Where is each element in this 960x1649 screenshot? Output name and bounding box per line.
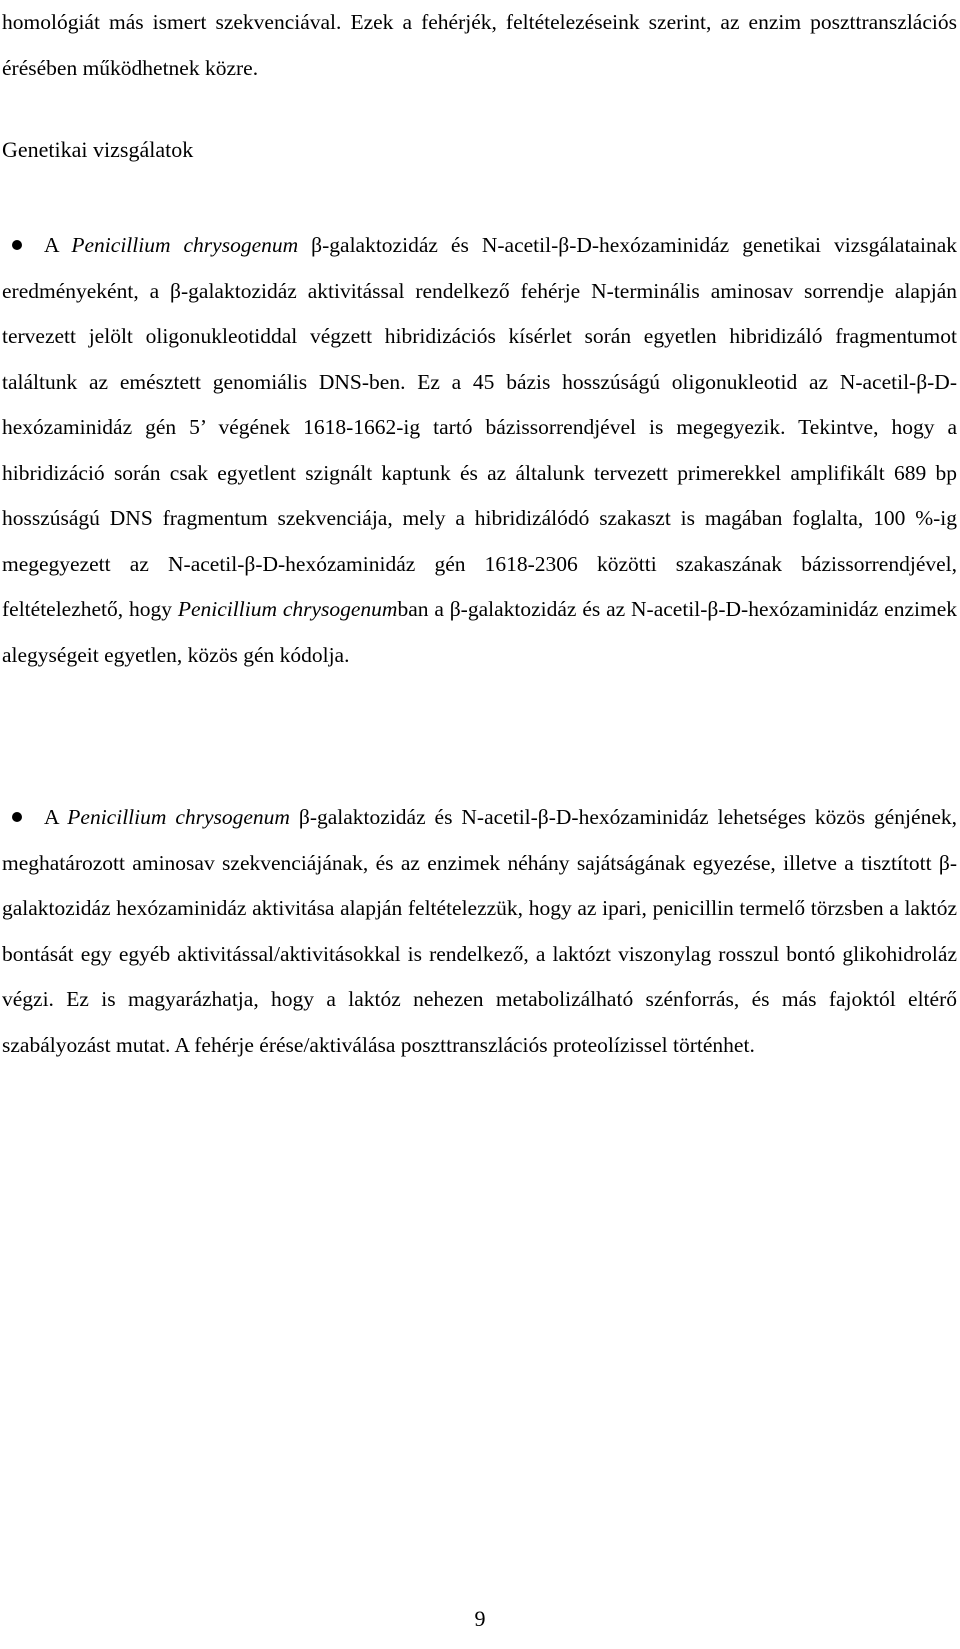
bullet1-species-name: Penicillium chrysogenum	[71, 233, 299, 257]
section-heading: Genetikai vizsgálatok	[2, 137, 194, 162]
bullet1-species-name-2: Penicillium chrysogenum	[177, 597, 398, 621]
bullet-paragraph-1	[2, 223, 957, 678]
intro-paragraph: homológiát más ismert szekvenciával. Ezek a fehérjék, feltételezéseink szerint, az enzim poszttranszlációs érésében működhetnek közre.	[2, 10, 957, 80]
bullet-icon	[12, 812, 22, 822]
bullet1-text-body: β-galaktozidáz és N-acetil-β-D-hexózaminidáz genetikai vizsgálatainak eredményeként, a β-galaktozidáz aktivitással rendelkező fehérje N-terminális aminosav sorrendje alapján tervezett jelölt oligonukleotiddal végzett hibridizációs kísérlet során egyetlen hibridizáló fragmentumot találtunk az emésztett genomiális DNS-ben. Ez a 45 bázis hosszúságú oligonukleotid az N-acetil-β-D-hexózaminidáz gén 5’ végének 1618-1662-ig tartó bázissorrendjével is megegyezik. Tekintve, hogy a hibridizáció során csak egyetlent szignált kaptunk és az általunk tervezett primerekkel amplifikált 689 bp hosszúságú DNS fragmentum szekvenciája, mely a hibridizálódó szakaszt is magában foglalta, 100 %-ig megegyezett az N-acetil-β-D-hexózaminidáz gén 1618-2306 közötti szakaszának bázissorrendjével, feltételezhető, hogy	[2, 233, 957, 621]
bullet2-species-name: Penicillium chrysogenum	[67, 805, 290, 829]
bullet1-text-end: ban a β-galaktozidáz és az N-acetil-β-D-hexózaminidáz enzimek alegységeit egyetlen, közös gén kódolja.	[2, 597, 957, 667]
page-number: 9	[474, 1606, 486, 1631]
bullet2-text-body: β-galaktozidáz és N-acetil-β-D-hexózaminidáz lehetséges közös génjének, meghatározott aminosav szekvenciájának, és az enzimek néhány sajátságának egyezése, illetve a tisztított β-galaktozidáz hexózaminidáz aktivitása alapján feltételezzük, hogy az ipari, penicillin termelő törzsben a laktóz bontását egy egyéb aktivitással/aktivitásokkal is rendelkező, a laktózt viszonylag rosszul bontó glikohidroláz végzi. Ez is magyarázhatja, hogy a laktóz nehezen metabolizálható szénforrás, és más fajoktól eltérő szabályozást mutat. A fehérje érése/aktiválása poszttranszlációs proteolízissel történhet.	[2, 805, 957, 1057]
bullet-paragraph-2	[2, 795, 957, 1068]
bullet1-text-before: A	[44, 233, 72, 257]
bullet-icon	[12, 240, 22, 250]
bullet2-text-before: A	[44, 805, 68, 829]
